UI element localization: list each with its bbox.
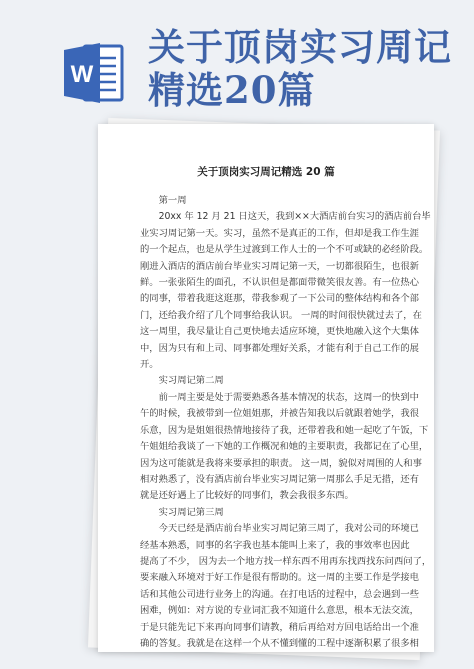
week1-line: 的同事，带着我逛这逛那，带我参观了一下公司的整体结构和各个部 (140, 293, 419, 305)
document-title: 关于顶岗实习周记精选 20 篇 (197, 166, 335, 178)
week2-line: 相对熟悉了，没有酒店前台毕业实习周记第一周那么手足无措，还有 (140, 473, 419, 485)
week2-line: 午的时候，我被带到一位姐姐那，并被告知我以后就跟着她学，我很 (140, 408, 419, 420)
word-icon-letter: W (70, 61, 94, 88)
week3-line: 于是只能先记下来再向同事们请教，稍后再给对方回电话给出一个准 (140, 621, 419, 633)
week1-line: 刚进入酒店的酒店前台毕业实习周记第一天，一切都很陌生，也很新 (140, 260, 419, 272)
banner-title-line-2: 精选20篇 (148, 68, 316, 112)
week1-line: 这一周里，我尽量让自己更快地去适应环境，更快地融入这个大集体 (140, 326, 419, 338)
document-page (98, 124, 434, 652)
week2-heading: 实习周记第二周 (158, 375, 224, 387)
week3-line: 话和其他公司进行业务上的沟通。在打电话的过程中，总会遇到一些 (140, 588, 419, 600)
document-body (98, 193, 434, 652)
week1-line: 中，因为只有和上司、同事都处理好关系，才能有利于自己工作的展 (140, 342, 419, 354)
week3-line: 确的答复。我就是在这样一个从不懂到懂的工程中逐渐积累了很多相 (140, 637, 419, 649)
week1-line: 20xx 年 12 月 21 日这天，我到××大酒店前台实习的酒店前台毕 (158, 211, 431, 223)
week3-line: 要来融入环境对于好工作是很有帮助的。这一周的主要工作是学接电 (140, 572, 419, 584)
word-document-icon (62, 38, 126, 108)
banner-header (0, 0, 474, 125)
week1-line: 的一个起点，也是从学生过渡到工作人士的一个不可或缺的必经阶段。 (140, 244, 429, 256)
week3-line: 经基本熟悉，同事的名字我也基本能叫上来了，我的事效率也因此 (140, 539, 410, 551)
week2-line: 就是还好遇上了比较好的同事们，教会我很多东西。 (140, 490, 354, 502)
week1-line: 门，还给我介绍了几个同事给我认识。 一周的时间很快就过去了，在 (140, 309, 422, 321)
week2-line: 乐意，因为是姐姐很热情地接待了我，还带着我和她一起吃了午饭，下 (140, 424, 429, 436)
banner-title (148, 26, 468, 112)
week2-line: 因为这可能就是我将来要承担的职责。 这一周，貌似对周围的人和事 (140, 457, 422, 469)
week3-line: 今天已经是酒店前台毕业实习周记第三周了，我对公司的环境已 (158, 523, 419, 535)
week3-line: 困难，例如：对方说的专业词汇我不知道什么意思，根本无法交流， (140, 605, 419, 617)
week2-paragraph (140, 390, 429, 505)
week2-line: 午姐姐给我谈了一下她的工作概况和她的主要职责，我都记在了心里， (140, 441, 429, 453)
week1-line: 开。 (140, 359, 159, 371)
week3-line: 提高了不少， 因为去一个地方找一样东西不用再东找西找东问西问了， (140, 555, 432, 567)
week1-heading: 第一周 (158, 195, 187, 206)
banner-title-line-1: 关于顶岗实习周记 (148, 25, 452, 69)
week3-paragraph (140, 521, 432, 652)
week1-line: 鲜。一张张陌生的面孔，不认识但是都面带微笑很友善。有一位热心 (140, 277, 419, 289)
week3-heading: 实习周记第三周 (158, 506, 224, 518)
week1-paragraph (140, 209, 431, 373)
week2-line: 前一周主要是处于需要熟悉各基本情况的状态，这周一的快到中 (158, 391, 419, 403)
week1-line: 业实习周记第一天。实习，虽然不是真正的工作，但却是我工作生涯 (140, 227, 419, 239)
